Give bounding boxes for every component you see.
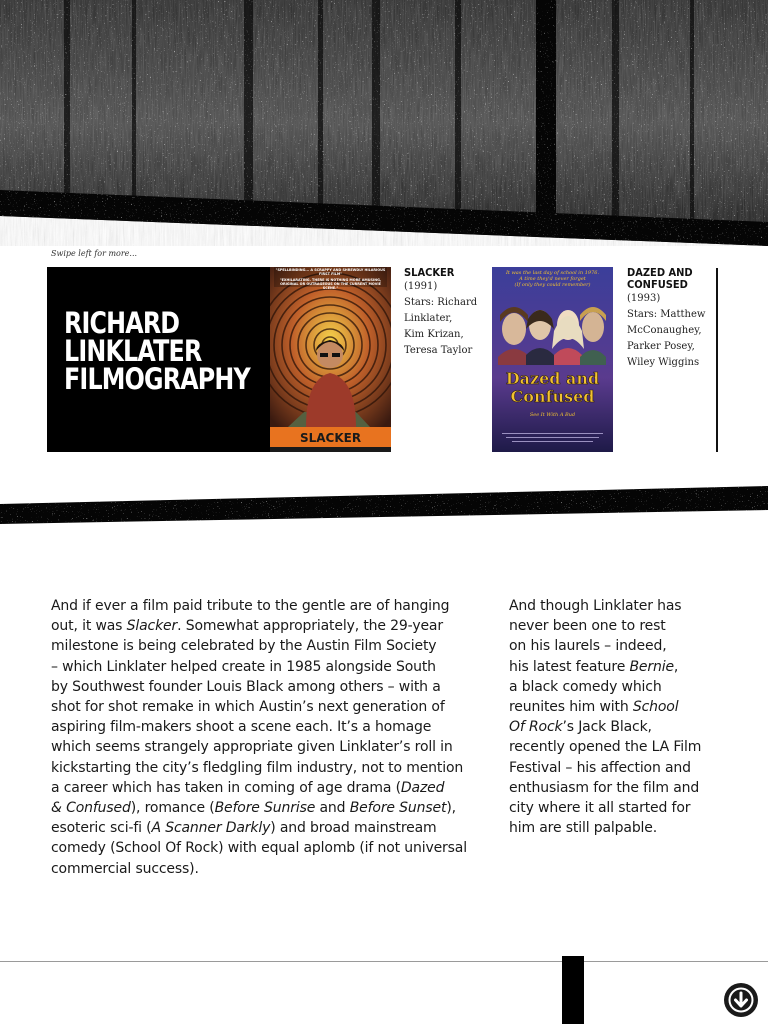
text-run: never been one to rest: [509, 618, 666, 635]
text-run: recently opened the LA Film: [509, 739, 702, 756]
slacker-poster-quote-2: "EXHILARATING. THERE IS NOTHING MORE AMUSING, ORIGINAL OR OUTRAGEOUS ON THE CURRENT MOVIE SCENE.": [279, 278, 382, 290]
article-line: [51, 596, 491, 616]
dazed-poster-title-2: Confused: [510, 387, 595, 406]
dazed-confused-poster[interactable]: [492, 267, 613, 452]
dazed-stars-2: McConaughey,: [627, 325, 702, 336]
text-run: a black comedy which: [509, 678, 662, 695]
text-run: . Somewhat appropriately, the 29-year: [177, 618, 443, 635]
article-line: [51, 838, 491, 858]
dazed-poster-tagline-1: It was the last day of school in 1976.: [505, 270, 600, 276]
swipe-hint: Swipe left for more...: [51, 249, 138, 258]
dazed-title-1: DAZED AND: [627, 266, 693, 279]
text-run: city where it all started for: [509, 800, 691, 817]
text-run: reunites him with: [509, 699, 633, 716]
text-run: Festival – his affection and: [509, 759, 691, 776]
text-run: and: [315, 800, 350, 817]
text-run: a career which has taken in coming of age drama (: [51, 779, 401, 796]
text-run: enthusiasm for the film and: [509, 779, 700, 796]
arrow-down-circle-icon: [728, 987, 754, 1013]
hero-grunge-image: [0, 0, 768, 250]
strip-divider: [716, 268, 718, 452]
title-line-1: RICHARD: [64, 306, 180, 340]
article-column-right: [509, 596, 719, 838]
article-line: [51, 697, 491, 717]
text-run: him are still palpable.: [509, 820, 658, 837]
text-run: shot for shot remake in which Austin’s next generation of: [51, 699, 445, 716]
dazed-year: (1993): [627, 293, 661, 304]
dazed-poster-tagline-3: (If only they could remember): [514, 282, 591, 288]
title-line-3: FILMOGRAPHY: [64, 362, 250, 396]
footer-black-bar: [562, 956, 584, 1024]
article-line: [51, 778, 491, 798]
text-run: ),: [446, 800, 456, 817]
dazed-poster-title-1: Dazed and: [505, 369, 600, 388]
title-line-2: LINKLATER: [64, 334, 202, 368]
slacker-stars-4: Teresa Taylor: [404, 345, 473, 356]
text-run: out, it was: [51, 618, 127, 635]
text-run: kickstarting the city’s fledgling film industry, not to mention: [51, 759, 464, 776]
dazed-confused-info: [627, 267, 713, 371]
text-run: by Southwest founder Louis Black among others – with a: [51, 678, 441, 695]
article-line: [51, 758, 491, 778]
slacker-stars-1: Stars: Richard: [404, 297, 478, 308]
text-run: comedy (School Of Rock) with equal aplomb (if not universal: [51, 840, 467, 857]
italic-title: Bernie: [629, 658, 674, 675]
text-run: ,: [673, 658, 679, 675]
text-run: which seems strangely appropriate given Linklater’s roll in: [51, 739, 453, 756]
article-line: [51, 737, 491, 757]
article-line: [51, 717, 491, 737]
article-line: [509, 596, 719, 616]
slacker-stars-3: Kim Krizan,: [404, 329, 464, 340]
italic-title: Before Sunset: [349, 800, 447, 817]
slacker-poster-quote-1: "SPELLBINDING... A SCRAPPY AND SHREWDLY HILARIOUS FIRST FILM": [275, 268, 386, 276]
dazed-poster-tagline-2: A time they'd never forget: [519, 276, 586, 282]
text-run: commercial success).: [51, 860, 199, 877]
slacker-info: [404, 267, 488, 359]
text-run: ) and broad mainstream: [270, 820, 437, 837]
italic-title: Slacker: [126, 618, 178, 635]
dazed-title-2: CONFUSED: [627, 278, 688, 291]
filmography-title-block: [47, 267, 270, 452]
text-run: esoteric sci-fi (: [51, 820, 152, 837]
italic-title: Of Rock: [509, 719, 563, 736]
article-line: [51, 657, 491, 677]
article-line: [509, 798, 719, 818]
dazed-poster-note: See It With A Bud: [529, 412, 576, 418]
text-run: – which Linklater helped create in 1985 alongside South: [51, 658, 436, 675]
article-line: [51, 798, 491, 818]
text-run: And if ever a film paid tribute to the gentle are of hanging: [51, 598, 450, 614]
article-line: [509, 657, 719, 677]
article-line: [51, 616, 491, 636]
next-page-button[interactable]: [724, 983, 758, 1017]
article-line: [509, 636, 719, 656]
article-line: [51, 818, 491, 838]
dazed-stars-3: Parker Posey,: [627, 341, 695, 352]
text-run: aspiring film-makers shoot a scene each. It’s a homage: [51, 719, 432, 736]
italic-title: A Scanner Darkly: [151, 820, 271, 837]
article-line: [509, 758, 719, 778]
italic-title: & Confused: [51, 800, 131, 817]
article-column-left: [51, 596, 491, 879]
article-line: [509, 778, 719, 798]
text-run: on his laurels – indeed,: [509, 638, 667, 655]
grunge-divider-band: [0, 480, 768, 530]
footer-rule: [0, 961, 768, 962]
article-line: [51, 677, 491, 697]
article-line: [51, 859, 491, 879]
dazed-stars-4: Wiley Wiggins: [627, 357, 700, 368]
slacker-title: SLACKER: [404, 266, 455, 279]
article-line: [509, 677, 719, 697]
article-line: [509, 818, 719, 838]
article-line: [509, 737, 719, 757]
slacker-year: (1991): [404, 281, 438, 292]
article-line: [51, 636, 491, 656]
article-line: [509, 697, 719, 717]
slacker-stars-2: Linklater,: [404, 313, 453, 324]
slacker-poster-title: SLACKER: [299, 431, 362, 445]
dazed-stars-1: Stars: Matthew: [627, 309, 706, 320]
text-run: milestone is being celebrated by the Austin Film Society: [51, 638, 437, 655]
text-run: his latest feature: [509, 658, 630, 675]
text-run: And though Linklater has: [509, 598, 682, 614]
slacker-poster[interactable]: [270, 267, 391, 452]
italic-title: School: [632, 699, 679, 716]
italic-title: Dazed: [400, 779, 445, 796]
text-run: ), romance (: [130, 800, 215, 817]
text-run: ’s Jack Black,: [562, 719, 652, 736]
italic-title: Before Sunrise: [214, 800, 316, 817]
article-line: [509, 717, 719, 737]
article-line: [509, 616, 719, 636]
